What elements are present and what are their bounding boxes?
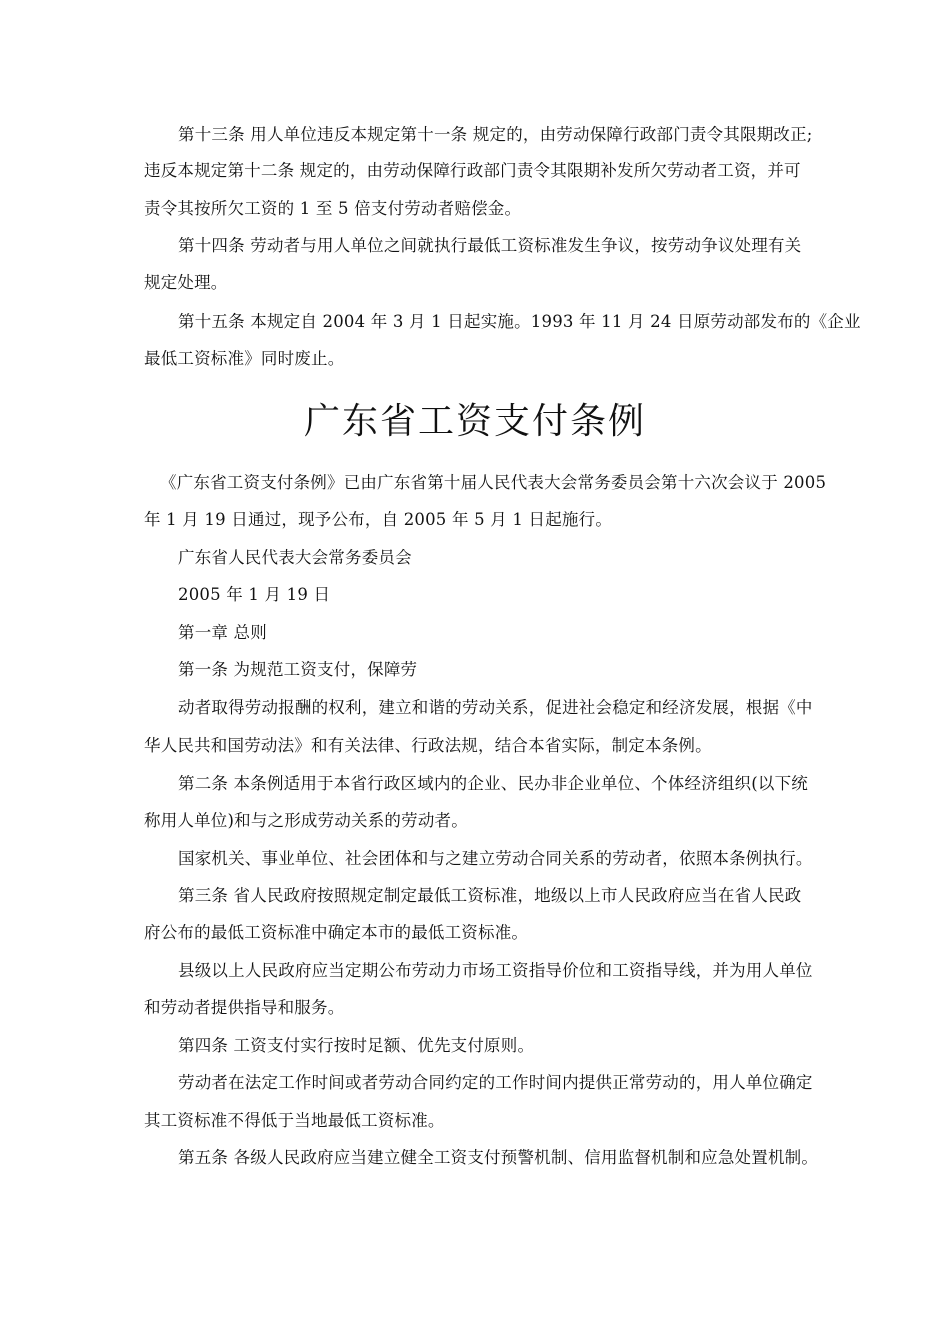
paragraph-line: 其工资标准不得低于当地最低工资标准。 <box>144 1111 445 1130</box>
paragraph-line: 动者取得劳动报酬的权利，建立和谐的劳动关系，促进社会稳定和经济发展，根据《中 <box>178 698 813 717</box>
paragraph-line: 责令其按所欠工资的 1 至 5 倍支付劳动者赔偿金。 <box>144 199 522 218</box>
chapter-heading: 第一章 总则 <box>178 623 267 642</box>
paragraph-line: 《广东省工资支付条例》已由广东省第十届人民代表大会常务委员会第十六次会议于 2005 <box>160 473 827 492</box>
paragraph-line: 年 1 月 19 日通过，现予公布，自 2005 年 5 月 1 日起施行。 <box>144 510 613 529</box>
paragraph-line: 华人民共和国劳动法》和有关法律、行政法规，结合本省实际，制定本条例。 <box>144 736 712 755</box>
paragraph-line: 国家机关、事业单位、社会团体和与之建立劳动合同关系的劳动者，依照本条例执行。 <box>178 849 813 868</box>
paragraph-line: 违反本规定第十二条 规定的，由劳动保障行政部门责令其限期补发所欠劳动者工资，并可 <box>144 161 801 180</box>
paragraph-line: 第四条 工资支付实行按时足额、优先支付原则。 <box>178 1036 535 1055</box>
paragraph-line: 称用人单位)和与之形成劳动关系的劳动者。 <box>144 811 468 830</box>
paragraph-line: 和劳动者提供指导和服务。 <box>144 998 345 1017</box>
date-line: 2005 年 1 月 19 日 <box>178 585 331 604</box>
paragraph-line: 第五条 各级人民政府应当建立健全工资支付预警机制、信用监督机制和应急处置机制。 <box>178 1148 819 1167</box>
paragraph-line: 第一条 为规范工资支付，保障劳 <box>178 660 418 679</box>
paragraph-line: 劳动者在法定工作时间或者劳动合同约定的工作时间内提供正常劳动的，用人单位确定 <box>178 1073 813 1092</box>
paragraph-line: 最低工资标准》同时废止。 <box>144 349 345 368</box>
paragraph-line: 第二条 本条例适用于本省行政区域内的企业、民办非企业单位、个体经济组织(以下统 <box>178 774 808 793</box>
paragraph-line: 第三条 省人民政府按照规定制定最低工资标准，地级以上市人民政府应当在省人民政 <box>178 886 802 905</box>
paragraph-line: 第十三条 用人单位违反本规定第十一条 规定的，由劳动保障行政部门责令其限期改正; <box>178 125 813 144</box>
paragraph-line: 府公布的最低工资标准中确定本市的最低工资标准。 <box>144 923 529 942</box>
paragraph-line: 规定处理。 <box>144 273 228 292</box>
paragraph-line: 第十四条 劳动者与用人单位之间就执行最低工资标准发生争议，按劳动争议处理有关 <box>178 236 802 255</box>
document-title: 广东省工资支付条例 <box>303 401 646 442</box>
paragraph-line: 第十五条 本规定自 2004 年 3 月 1 日起实施。1993 年 11 月 24 日原劳动部发布的《企业 <box>178 312 861 331</box>
issuer-line: 广东省人民代表大会常务委员会 <box>178 548 412 567</box>
paragraph-line: 县级以上人民政府应当定期公布劳动力市场工资指导价位和工资指导线，并为用人单位 <box>178 961 813 980</box>
